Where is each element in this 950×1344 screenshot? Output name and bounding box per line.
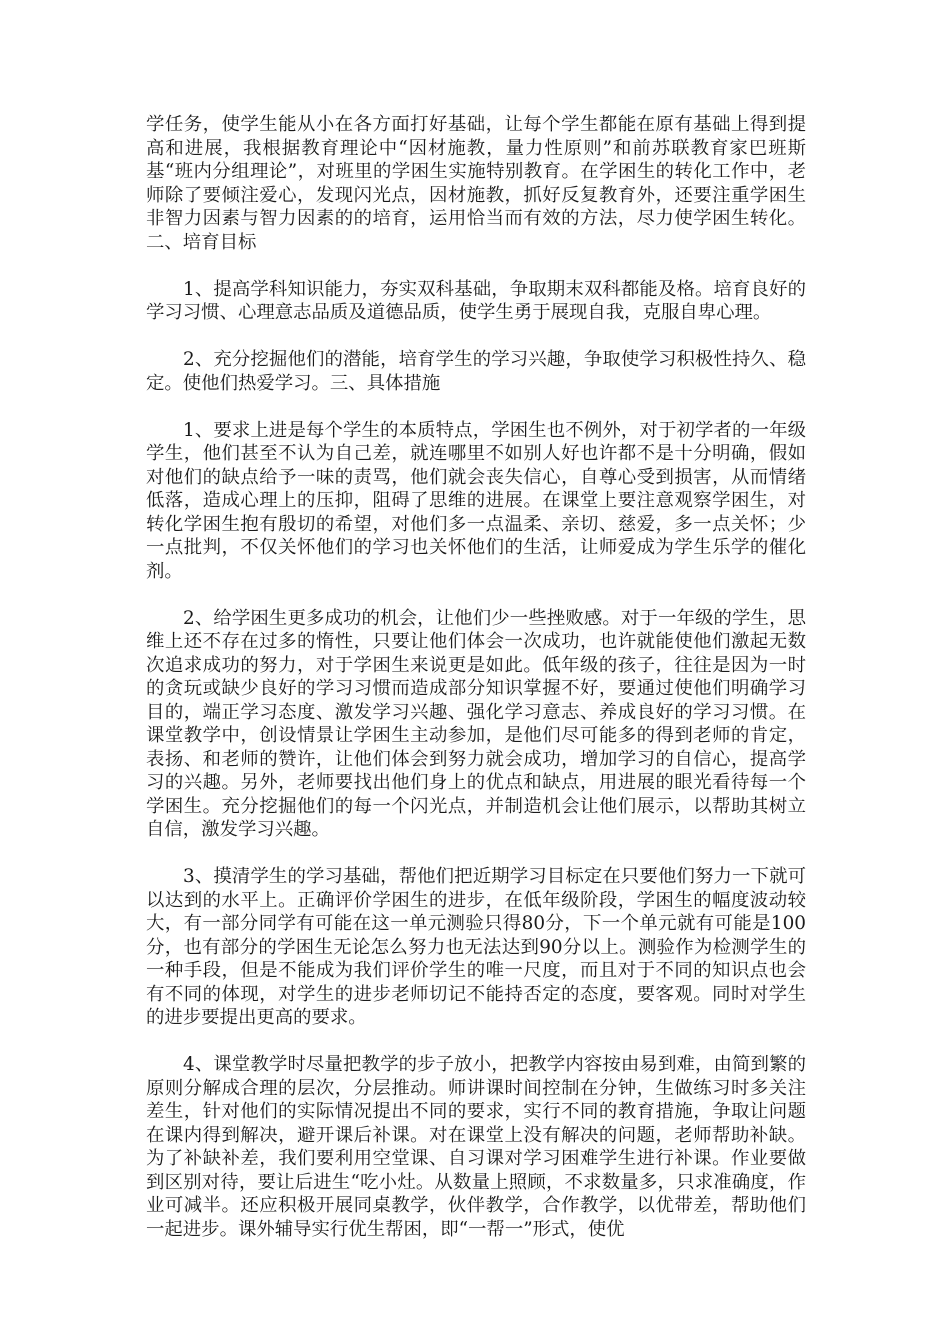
document-page xyxy=(146,113,806,1265)
paragraph-measure-4: 4、课堂教学时尽量把教学的步子放小，把教学内容按由易到难，由简到繁的原则分解成合理的层次，分层推动。师讲课时间控制在分钟，生做练习时多关注差生，针对他们的实际情况提出不同的要求，实行不同的教育措施，争取让问题在课内得到解决，避开课后补课。对在课堂上没有解决的问题，老师帮助补缺。为了补缺补差，我们要利用空堂课、自习课对学习困难学生进行补课。作业要做到区别对待，要让后进生“吃小灶。从数量上照顾，不求数量多，只求准确度，作业可减半。还应积极开展同桌教学，伙伴教学，合作教学，以优带差，帮助他们一起进步。课外辅导实行优生帮困，即“一帮一”形式，使优 xyxy=(146,1054,806,1240)
paragraph-measure-1: 1、要求上进是每个学生的本质特点，学困生也不例外，对于初学者的一年级学生，他们甚至不认为自己差，就连哪里不如别人好也许都不是十分明确，假如对他们的缺点给予一味的责骂，他们就会丧失信心，自尊心受到损害，从而情绪低落，造成心理上的压抑，阻碍了思维的进展。在课堂上要注意观察学困生，对转化学困生抱有殷切的希望，对他们多一点温柔、亲切、慈爱，多一点关怀；少一点批判，不仅关怀他们的学习也关怀他们的生活，让师爱成为学生乐学的催化剂。 xyxy=(146,419,806,582)
paragraph-intro: 学任务，使学生能从小在各方面打好基础，让每个学生都能在原有基础上得到提高和进展，我根据教育理论中“因材施教，量力性原则”和前苏联教育家巴班斯基“班内分组理论”，对班里的学困生实施特别教育。在学困生的转化工作中，老师除了要倾注爱心，发现闪光点，因材施教，抓好反复教育外，还要注重学困生非智力因素与智力因素的的培育，运用恰当而有效的方法，尽力使学困生转化。二、培育目标 xyxy=(146,114,806,253)
paragraph-goal-2: 2、充分挖掘他们的潜能，培育学生的学习兴趣，争取使学习积极性持久、稳定。使他们热爱学习。三、具体措施 xyxy=(146,349,806,394)
paragraph-measure-3: 3、摸清学生的学习基础，帮他们把近期学习目标定在只要他们努力一下就可以达到的水平上。正确评价学困生的进步，在低年级阶段，学困生的幅度波动较大，有一部分同学有可能在这一单元测验只得80分，下一个单元就有可能是100分，也有部分的学困生无论怎么努力也无法达到90分以上。测验作为检测学生的一种手段，但是不能成为我们评价学生的唯一尺度，而且对于不同的知识点也会有不同的体现，对学生的进步老师切记不能持否定的态度，要客观。同时对学生的进步要提出更高的要求。 xyxy=(146,866,806,1028)
paragraph-measure-2: 2、给学困生更多成功的机会，让他们少一些挫败感。对于一年级的学生，思维上还不存在过多的惰性，只要让他们体会一次成功，也许就能使他们激起无数次追求成功的努力，对于学困生来说更是如此。低年级的孩子，往往是因为一时的贪玩或缺少良好的学习习惯而造成部分知识掌握不好，要通过使他们明确学习目的，端正学习态度、激发学习兴趣、强化学习意志、养成良好的学习习惯。在课堂教学中，创设情景让学困生主动参加，是他们尽可能多的得到老师的肯定，表扬、和老师的赞许，让他们体会到努力就会成功，增加学习的自信心，提高学习的兴趣。另外，老师要找出他们身上的优点和缺点，用进展的眼光看待每一个学困生。充分挖掘他们的每一个闪光点，并制造机会让他们展示，以帮助其树立自信，激发学习兴趣。 xyxy=(146,607,806,840)
paragraph-goal-1: 1、提高学科知识能力，夯实双科基础，争取期末双科都能及格。培育良好的学习习惯、心理意志品质及道德品质，使学生勇于展现自我，克服自卑心理。 xyxy=(146,278,806,323)
